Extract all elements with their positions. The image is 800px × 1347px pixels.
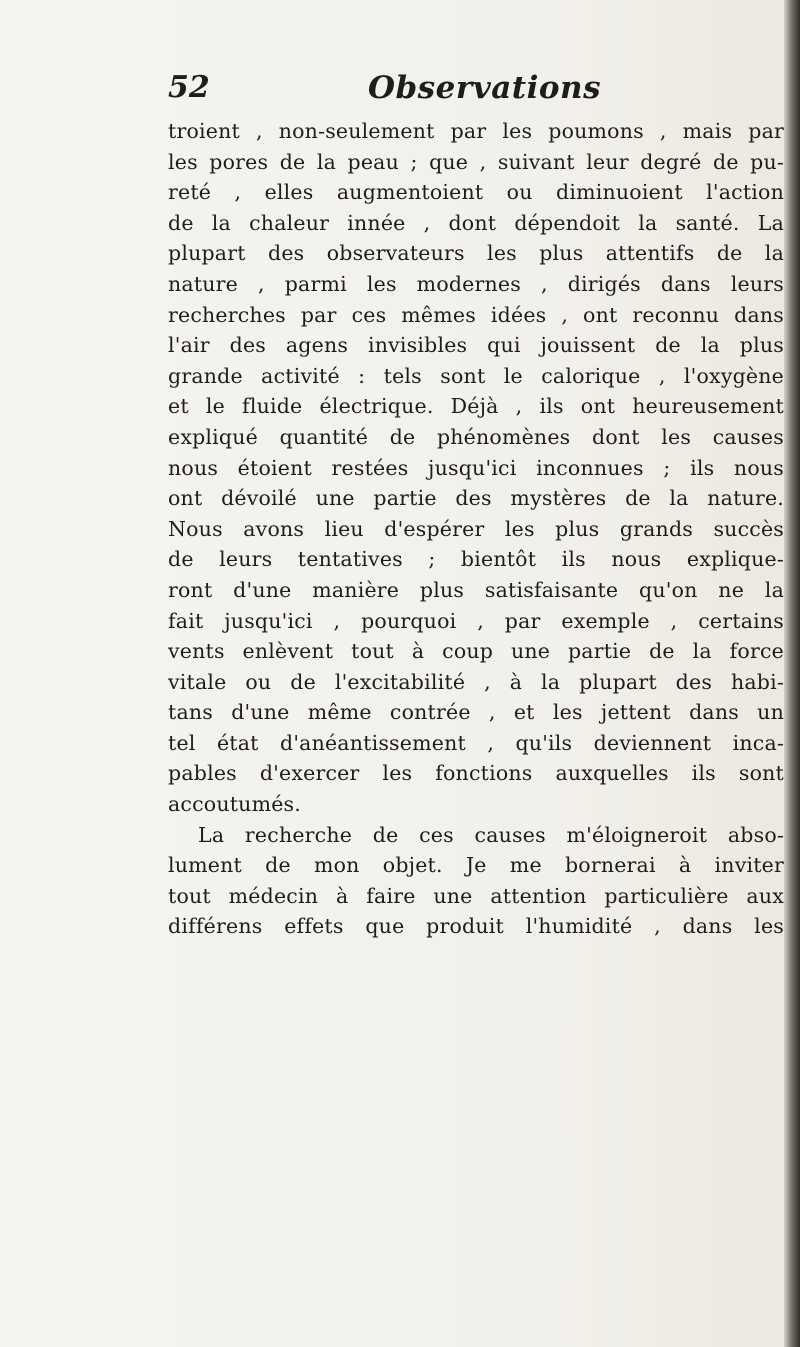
text-line: l'air des agens invisibles qui jouissent de la plus	[168, 333, 784, 358]
text-line: fait jusqu'ici , pourquoi , par exemple , certains	[168, 608, 784, 633]
text-line: tel état d'anéantissement , qu'ils deviennent inca-	[168, 730, 784, 755]
text-line: vitale ou de l'excitabilité , à la plupart des habi-	[168, 669, 784, 694]
body-text	[168, 116, 784, 942]
page-number: 52	[168, 70, 210, 105]
text-line: troient , non-seulement par les poumons , mais par	[168, 119, 784, 143]
text-line: accoutumés.	[168, 792, 301, 817]
text-line: de la chaleur innée , dont dépendoit la santé. La	[168, 210, 784, 235]
text-line: pables d'exercer les fonctions auxquelles ils sont	[168, 761, 784, 786]
running-title: Observations	[368, 70, 602, 106]
text-line: ont dévoilé une partie des mystères de la nature.	[168, 486, 784, 511]
text-line: ront d'une manière plus satisfaisante qu'on ne la	[168, 577, 784, 602]
text-line: vents enlèvent tout à coup une partie de la force	[168, 639, 784, 664]
text-line: expliqué quantité de phénomènes dont les causes	[168, 424, 784, 449]
text-line: nature , parmi les modernes , dirigés dans leurs	[168, 271, 784, 296]
page-header	[168, 68, 728, 118]
text-line: reté , elles augmentoient ou diminuoient l'action	[168, 180, 784, 205]
text-line: de leurs tentatives ; bientôt ils nous explique-	[168, 547, 784, 572]
text-line: différens effets que produit l'humidité , dans les	[168, 914, 784, 939]
text-line: et le fluide électrique. Déjà , ils ont heureusement	[168, 394, 784, 419]
text-line: tout médecin à faire une attention particulière aux	[168, 883, 784, 908]
text-line: recherches par ces mêmes idées , ont reconnu dans	[168, 302, 784, 327]
text-line: nous étoient restées jusqu'ici inconnues ; ils nous	[168, 455, 784, 480]
text-line: grande activité : tels sont le calorique , l'oxygène	[168, 363, 784, 388]
text-line: les pores de la peau ; que , suivant leur degré de pu-	[168, 149, 784, 174]
text-line: lument de mon objet. Je me bornerai à inviter	[168, 853, 784, 878]
page-binding-edge	[784, 0, 800, 1347]
text-line: tans d'une même contrée , et les jettent dans un	[168, 700, 784, 725]
text-line: Nous avons lieu d'espérer les plus grands succès	[168, 516, 784, 541]
paragraph-first-line: La recherche de ces causes m'éloigneroit abso-	[198, 822, 784, 847]
text-line: plupart des observateurs les plus attentifs de la	[168, 241, 784, 266]
